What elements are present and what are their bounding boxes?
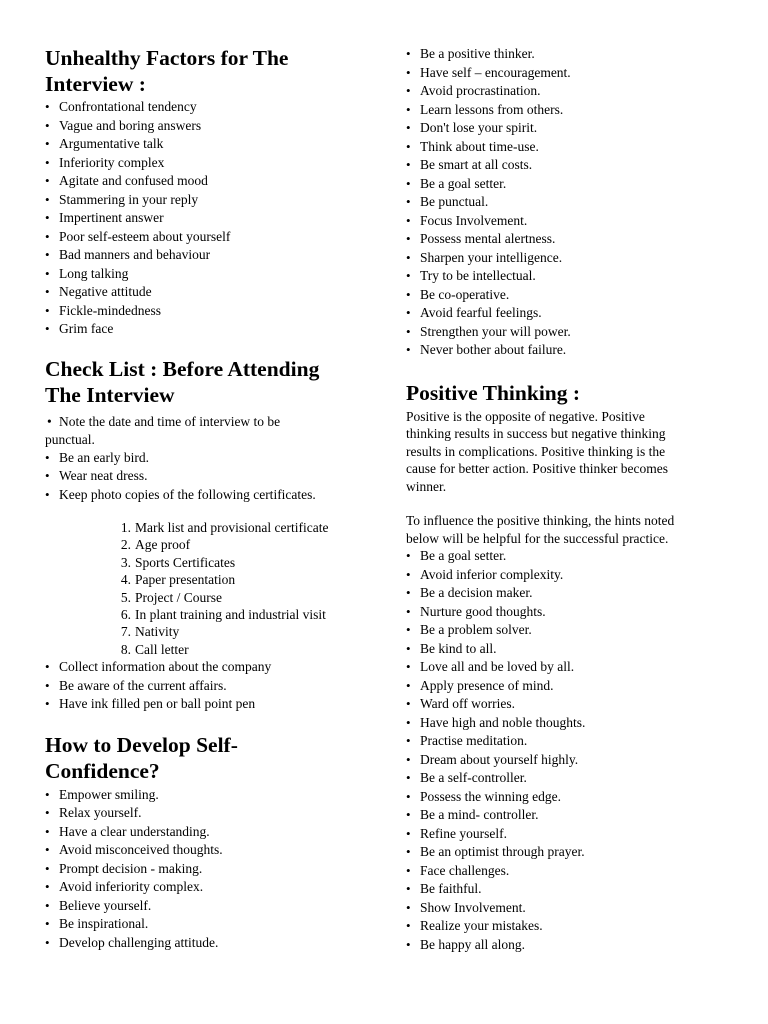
list-item: • Keep photo copies of the following certificates.	[45, 486, 363, 505]
list-item: • Wear neat dress.	[45, 467, 363, 486]
list-item: • Strengthen your will power.	[406, 323, 728, 342]
item-number: 3.	[120, 554, 131, 570]
list-item: • Don't lose your spirit.	[406, 119, 728, 138]
list-item: • Have a clear understanding.	[45, 823, 363, 842]
item-text: In plant training and industrial visit	[135, 607, 326, 623]
list-item: • Be an early bird.	[45, 449, 363, 468]
paragraph-line: winner.	[406, 478, 447, 494]
paragraph-line: thinking results in success but negative thinking	[406, 426, 666, 441]
positive-thinking-paragraph	[406, 408, 728, 496]
list-item: • Possess mental alertness.	[406, 230, 728, 249]
item-number: 6.	[120, 607, 131, 623]
list-item: • Focus Involvement.	[406, 212, 728, 231]
list-item: • Impertinent answer	[45, 209, 363, 228]
heading-line: Positive Thinking :	[406, 380, 581, 405]
list-item: • Be a goal setter.	[406, 547, 728, 566]
item-number: 1.	[120, 520, 131, 535]
right-column	[406, 0, 728, 954]
list-item: • Love all and be loved by all.	[406, 658, 728, 677]
item-text: Project / Course	[135, 589, 222, 605]
paragraph-line: Positive is the opposite of negative. Positive	[406, 408, 645, 424]
list-item: • Argumentative talk	[45, 135, 363, 154]
list-item: • Face challenges.	[406, 862, 728, 881]
list-item: • Ward off worries.	[406, 695, 728, 714]
list-item: • Empower smiling.	[45, 786, 363, 805]
item-number: 8.	[120, 641, 131, 657]
item-text: Nativity	[135, 624, 180, 640]
list-item: • Be co-operative.	[406, 286, 728, 305]
heading-line: Confidence?	[45, 758, 160, 783]
item-number: 2.	[120, 537, 131, 553]
heading-line: How to Develop Self-	[45, 732, 238, 757]
item-text: Age proof	[135, 537, 191, 553]
checklist-list	[45, 449, 363, 505]
heading-line: Interview :	[45, 72, 146, 96]
paragraph-line: To influence the positive thinking, the hints noted	[406, 513, 675, 528]
list-item: • Realize your mistakes.	[406, 917, 728, 936]
list-item: • Learn lessons from others.	[406, 101, 728, 120]
numbered-item	[45, 589, 363, 606]
list-item: • Show Involvement.	[406, 899, 728, 918]
list-item: • Have ink filled pen or ball point pen	[45, 695, 363, 714]
heading-line: Check List : Before Attending	[45, 356, 320, 381]
list-item: • Be aware of the current affairs.	[45, 677, 363, 696]
list-item: • Be smart at all costs.	[406, 156, 728, 175]
list-item: • Have high and noble thoughts.	[406, 714, 728, 733]
unhealthy-factors-heading	[45, 45, 363, 97]
list-item: • Be an optimist through prayer.	[406, 843, 728, 862]
list-item: • Be punctual.	[406, 193, 728, 212]
numbered-item	[45, 571, 363, 588]
list-item: • Refine yourself.	[406, 825, 728, 844]
positive-thinking-heading	[406, 380, 728, 406]
checklist-note: • Note the date and time of interview to be punctual.	[45, 413, 363, 449]
list-item: • Be a positive thinker.	[406, 45, 728, 64]
list-item: • Think about time-use.	[406, 138, 728, 157]
paragraph-line: results in complications. Positive thinking is the	[406, 443, 666, 459]
list-item: • Be a self-controller.	[406, 769, 728, 788]
list-item: • Avoid inferiority complex.	[45, 878, 363, 897]
list-item: • Bad manners and behaviour	[45, 246, 363, 265]
list-item: • Sharpen your intelligence.	[406, 249, 728, 268]
note-line: punctual.	[45, 431, 95, 447]
paragraph-line: cause for better action. Positive thinker becomes	[406, 461, 669, 476]
list-item: • Stammering in your reply	[45, 191, 363, 210]
list-item: • Confrontational tendency	[45, 98, 363, 117]
list-item: • Possess the winning edge.	[406, 788, 728, 807]
list-item: • Be a problem solver.	[406, 621, 728, 640]
numbered-item	[45, 536, 363, 553]
list-item: • Be faithful.	[406, 880, 728, 899]
item-number: 5.	[120, 589, 131, 605]
list-item: • Have self – encouragement.	[406, 64, 728, 83]
list-item: • Develop challenging attitude.	[45, 934, 363, 953]
list-item: • Prompt decision - making.	[45, 860, 363, 879]
list-item: • Be inspirational.	[45, 915, 363, 934]
checklist-list-continued	[45, 658, 363, 714]
list-item: • Avoid inferior complexity.	[406, 566, 728, 585]
self-confidence-list	[45, 786, 363, 953]
hints-intro-paragraph	[406, 512, 728, 547]
checklist-heading	[45, 356, 363, 408]
paragraph-line: below will be helpful for the successful practice.	[406, 530, 669, 546]
list-item: • Be a goal setter.	[406, 175, 728, 194]
list-item: • Never bother about failure.	[406, 341, 728, 360]
left-column	[45, 0, 363, 952]
list-item: • Long talking	[45, 265, 363, 284]
item-number: 4.	[120, 572, 131, 588]
item-number: 7.	[120, 624, 131, 640]
list-item: • Avoid misconceived thoughts.	[45, 841, 363, 860]
list-item: • Collect information about the company	[45, 658, 363, 677]
list-item: • Avoid procrastination.	[406, 82, 728, 101]
list-item: • Be kind to all.	[406, 640, 728, 659]
numbered-item	[45, 606, 363, 623]
self-confidence-heading	[45, 732, 363, 784]
numbered-item	[45, 554, 363, 571]
self-confidence-list-continued	[406, 45, 728, 360]
heading-line: Unhealthy Factors for The	[45, 46, 289, 70]
list-item: • Be happy all along.	[406, 936, 728, 955]
list-item: • Be a mind- controller.	[406, 806, 728, 825]
numbered-item	[45, 519, 363, 536]
list-item: • Fickle-mindedness	[45, 302, 363, 321]
certificates-numbered-list	[45, 519, 363, 658]
item-text: Paper presentation	[135, 572, 236, 588]
list-item: • Poor self-esteem about yourself	[45, 228, 363, 247]
list-item: • Vague and boring answers	[45, 117, 363, 136]
list-item: • Try to be intellectual.	[406, 267, 728, 286]
item-text: Call letter	[135, 641, 189, 657]
item-text: Mark list and provisional certificate	[135, 520, 329, 535]
list-item: • Believe yourself.	[45, 897, 363, 916]
list-item: • Nurture good thoughts.	[406, 603, 728, 622]
list-item: • Inferiority complex	[45, 154, 363, 173]
list-item: • Be a decision maker.	[406, 584, 728, 603]
list-item: • Grim face	[45, 320, 363, 339]
list-item: • Negative attitude	[45, 283, 363, 302]
item-text: Sports Certificates	[135, 554, 236, 570]
list-item: • Relax yourself.	[45, 804, 363, 823]
positive-thinking-hints-list	[406, 547, 728, 954]
list-item: • Avoid fearful feelings.	[406, 304, 728, 323]
note-line: Note the date and time of interview to be	[59, 413, 281, 429]
list-item: • Dream about yourself highly.	[406, 751, 728, 770]
numbered-item	[45, 641, 363, 658]
heading-line: The Interview	[45, 382, 175, 407]
list-item: • Practise meditation.	[406, 732, 728, 751]
numbered-item	[45, 623, 363, 640]
unhealthy-factors-list	[45, 98, 363, 339]
list-item: • Agitate and confused mood	[45, 172, 363, 191]
list-item: • Apply presence of mind.	[406, 677, 728, 696]
